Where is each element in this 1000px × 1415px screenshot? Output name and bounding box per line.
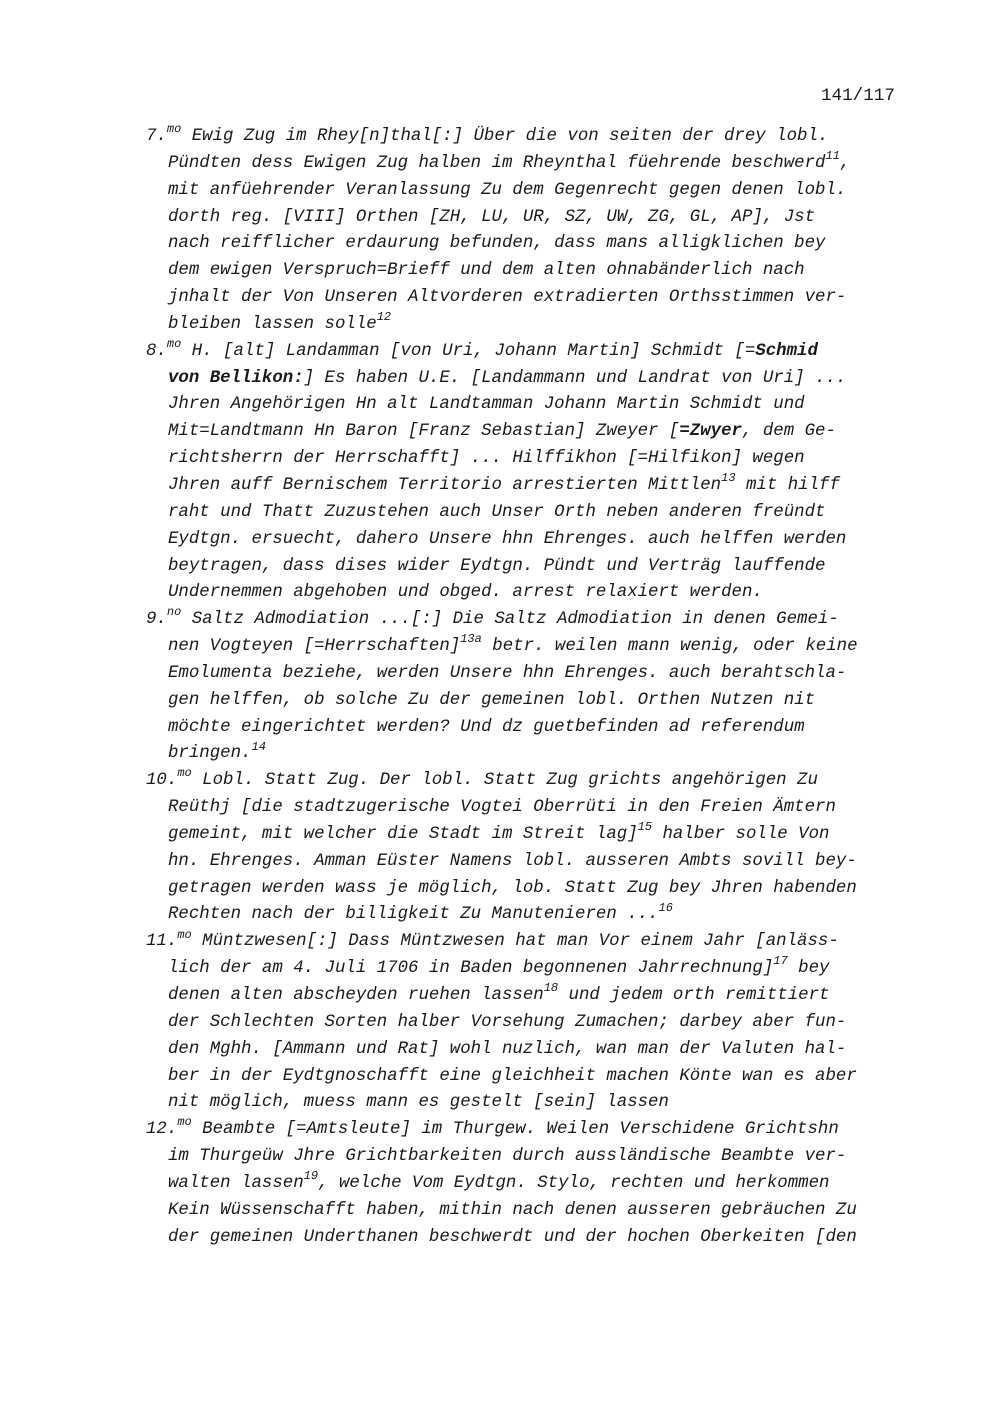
- text-line: [146, 634, 916, 661]
- text-line: [146, 1010, 916, 1037]
- text-line: [146, 1144, 916, 1171]
- text-line: [146, 1171, 916, 1198]
- text-line: [146, 849, 916, 876]
- page-number: 141/117: [821, 86, 895, 106]
- text-run: beytragen, dass dises wider Eydtgn. Pündt und Verträg lauffende: [168, 556, 826, 576]
- text-line: [146, 580, 916, 607]
- text-line: [146, 822, 916, 849]
- text-line: [146, 688, 916, 715]
- text-run: 8.: [146, 341, 167, 361]
- text-line: [146, 336, 916, 366]
- text-run: Eydtgn. ersuecht, dahero Unsere hhn Ehrenges. auch helffen werden: [168, 529, 847, 549]
- text-run: richtsherrn der Herrschafft] ... Hilffikhon [=Hilfikon] wegen: [168, 449, 805, 469]
- text-line: [146, 446, 916, 473]
- text-line: [146, 983, 916, 1010]
- text-run: bey: [787, 959, 830, 979]
- text-run: ,: [839, 153, 851, 173]
- text-line: [146, 312, 916, 339]
- text-run: Pündten dess Ewigen Zug halben im Rheynthal füehrende beschwerd: [168, 153, 826, 173]
- footnote-marker: 11: [825, 149, 840, 164]
- text-run: ] Es haben U.E. [Landammann und Landrat von Uri] ...: [303, 368, 847, 388]
- text-run: , welche Vom Eydtgn. Stylo, rechten und herkommen: [318, 1173, 830, 1193]
- text-line: [146, 1064, 916, 1091]
- footnote-marker: 13a: [460, 632, 482, 647]
- text-run: lich der am 4. Juli 1706 in Baden begonnenen Jahrrechnung]: [168, 959, 774, 979]
- text-run: Reüthj [die stadtzugerische Vogtei Oberrüti in den Freien Ämtern: [168, 798, 836, 818]
- text-line: [146, 258, 916, 285]
- text-line: [146, 795, 916, 822]
- footnote-marker: mo: [177, 927, 192, 942]
- text-line: [146, 527, 916, 554]
- text-line: [146, 768, 916, 795]
- text-line: [146, 876, 916, 903]
- text-run: , dem Ge-: [742, 422, 836, 442]
- text-run: hn. Ehrenges. Amman Eüster Namens lobl. ausseren Ambts sovill bey-: [168, 851, 857, 871]
- text-run: mit anfüehrender Veranlassung Zu dem Gegenrecht gegen denen lobl.: [168, 180, 847, 200]
- text-run: der Schlechten Sorten halber Vorsehung Zumachen; darbey aber fun-: [168, 1012, 847, 1032]
- entry-11: [146, 929, 916, 1117]
- footnote-marker: 13: [721, 471, 736, 486]
- bold-text: =Zwyer: [679, 422, 742, 442]
- bold-text: Schmid: [755, 341, 818, 361]
- text-run: Undernemmen abgehoben und obged. arrest relaxiert werden.: [168, 583, 763, 603]
- text-run: Müntzwesen[:] Dass Müntzwesen hat man Vor einem Jahr [anläss-: [191, 932, 839, 952]
- text-run: gen helffen, ob solche Zu der gemeinen lobl. Orthen Nutzen nit: [168, 690, 816, 710]
- text-run: 10.: [146, 771, 178, 791]
- text-line: [146, 929, 916, 956]
- entry-10: [146, 768, 916, 929]
- text-line: [146, 151, 916, 178]
- text-run: Kein Wüssenschafft haben, mithin nach denen ausseren gebräuchen Zu: [168, 1200, 857, 1220]
- text-line: [146, 607, 916, 634]
- text-run: nit möglich, muess mann es gestelt [sein] lassen: [168, 1093, 669, 1113]
- text-run: H. [alt] Landamman [von Uri, Johann Martin] Schmidt [=: [181, 341, 756, 361]
- text-run: 11.: [146, 932, 178, 952]
- text-line: [146, 554, 916, 581]
- text-run: möchte eingerichtet werden? Und dz guetbefinden ad referendum: [168, 717, 805, 737]
- text-line: [146, 1198, 916, 1225]
- text-run: nach reifflicher erdaurung befunden, dass mans alligklichen bey: [168, 234, 826, 254]
- footnote-marker: mo: [166, 336, 182, 351]
- text-line: [146, 1090, 916, 1117]
- text-run: getragen werden wass je möglich, lob. Statt Zug bey Jhren habenden: [168, 878, 857, 898]
- text-run: den Mghh. [Ammann und Rat] wohl nuzlich, wan man der Valuten hal-: [168, 1039, 847, 1059]
- text-line: [146, 419, 916, 446]
- footnote-marker: 18: [543, 981, 559, 996]
- footnote-marker: 12: [376, 310, 392, 325]
- text-run: 7.: [146, 127, 167, 146]
- entry-8: [146, 336, 916, 607]
- text-run: 12.: [146, 1120, 178, 1140]
- text-run: dem ewigen Verspruch=Brieff und dem alten ohnabänderlich nach: [168, 261, 805, 281]
- text-run: denen alten abscheyden ruehen lassen: [168, 986, 544, 1005]
- text-run: gemeint, mit welcher die Stadt im Streit lag]: [168, 824, 638, 844]
- text-line: [146, 715, 916, 742]
- text-line: [146, 285, 916, 312]
- text-line: [146, 473, 916, 500]
- entry-7: [146, 124, 916, 339]
- text-run: Mit=Landtmann Hn Baron [Franz Sebastian] Zweyer [: [168, 422, 680, 442]
- text-run: dorth reg. [VIII] Orthen [ZH, LU, UR, SZ, UW, ZG, GL, AP], Jst: [168, 207, 816, 227]
- text-line: [146, 205, 916, 232]
- text-run: jnhalt der Von Unseren Altvorderen extradierten Orthsstimmen ver-: [168, 288, 847, 308]
- text-run: halber solle Von: [652, 824, 830, 844]
- text-run: Rechten nach der billigkeit Zu Manutenieren ...: [168, 905, 659, 925]
- text-run: Ewig Zug im Rhey[n]thal[:] Über die von seiten der drey lobl.: [181, 127, 829, 146]
- bold-text: von Bellikon:: [168, 368, 304, 388]
- text-line: [146, 124, 916, 151]
- text-run: raht und Thatt Zuzustehen auch Unser Orth neben anderen freündt: [168, 502, 826, 522]
- text-run: im Thurgeüw Jhre Grichtbarkeiten durch aussländische Beambte ver-: [168, 1147, 847, 1167]
- text-line: [146, 1117, 916, 1144]
- text-run: ber in der Eydtgnoschafft eine gleichheit machen Könte wan es aber: [168, 1066, 857, 1086]
- text-line: [146, 956, 916, 983]
- text-line: [146, 741, 916, 768]
- text-run: der gemeinen Underthanen beschwerdt und der hochen Oberkeiten [den: [168, 1227, 857, 1247]
- text-line: [146, 661, 916, 688]
- footnote-marker: mo: [166, 122, 182, 137]
- text-run: Emolumenta beziehe, werden Unsere hhn Ehrenges. auch berahtschla-: [168, 663, 847, 683]
- text-line: [146, 231, 916, 258]
- text-line: [146, 392, 916, 419]
- footnote-marker: 14: [251, 739, 266, 754]
- text-line: [146, 902, 916, 929]
- text-run: Lobl. Statt Zug. Der lobl. Statt Zug grichts angehörigen Zu: [191, 771, 818, 791]
- text-run: Beambte [=Amtsleute] im Thurgew. Weilen Verschidene Grichtshn: [191, 1120, 839, 1140]
- footnote-marker: mo: [177, 1115, 192, 1130]
- text-run: mit hilff: [735, 475, 840, 495]
- text-line: [146, 1225, 916, 1252]
- text-run: Jhren auff Bernischem Territorio arrestierten Mittlen: [168, 475, 722, 495]
- text-line: [146, 500, 916, 527]
- text-run: Jhren Angehörigen Hn alt Landtamman Johann Martin Schmidt und: [168, 395, 805, 415]
- footnote-marker: 15: [637, 820, 653, 835]
- entries-list: [146, 124, 916, 1251]
- text-run: bringen.: [168, 744, 252, 764]
- text-line: [146, 178, 916, 205]
- text-run: 9.: [146, 610, 167, 630]
- footnote-marker: 19: [303, 1169, 319, 1184]
- text-run: bleiben lassen solle: [168, 314, 377, 334]
- text-run: Saltz Admodiation ...[:] Die Saltz Admodiation in denen Gemei-: [181, 610, 839, 630]
- text-line: [146, 1037, 916, 1064]
- footnote-marker: no: [166, 605, 182, 620]
- footnote-marker: 16: [658, 900, 673, 915]
- footnote-marker: 17: [773, 954, 788, 969]
- text-run: nen Vogteyen [=Herrschaften]: [168, 637, 461, 657]
- footnote-marker: mo: [177, 766, 192, 781]
- entry-9: [146, 607, 916, 768]
- entry-12: [146, 1117, 916, 1251]
- text-run: betr. weilen mann wenig, oder keine: [481, 637, 858, 657]
- text-line: [146, 366, 916, 393]
- text-run: und jedem orth remittiert: [558, 986, 830, 1005]
- text-run: walten lassen: [168, 1173, 304, 1193]
